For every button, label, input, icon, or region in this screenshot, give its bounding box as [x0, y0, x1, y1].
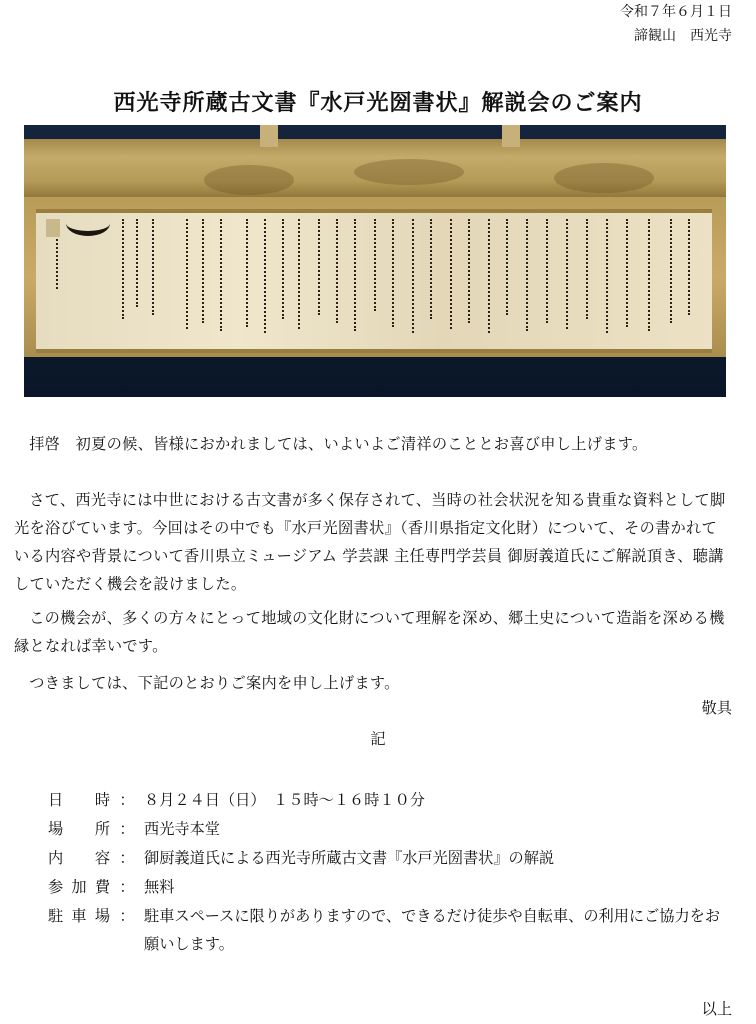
detail-row-content — [48, 844, 724, 872]
ki-heading: 記 — [370, 730, 386, 748]
notice-paragraph: つきましては、下記のとおりご案内を申し上げます。 — [29, 674, 400, 692]
scroll-stain — [554, 163, 654, 193]
signature-mark — [66, 211, 110, 236]
scroll-tab — [260, 125, 278, 147]
greeting-paragraph: 拝啓 初夏の候、皆様におかれましては、いよいよご清祥のこととお喜び申し上げます。 — [29, 435, 648, 453]
detail-value: 西光寺本堂 — [144, 820, 220, 838]
detail-label: 日時 — [48, 791, 110, 809]
document-date: 令和７年６月１日 — [620, 4, 732, 20]
detail-row-place — [48, 815, 724, 843]
detail-row-fee — [48, 873, 724, 901]
detail-value: 御厨義道氏による西光寺所蔵古文書『水戸光圀書状』の解説 — [144, 849, 555, 867]
scroll-stain — [204, 165, 294, 195]
hanging-scroll-photo — [24, 125, 726, 397]
temple-name: 諦観山 西光寺 — [634, 28, 732, 44]
detail-value: ８月２４日（日） １５時～１６時１０分 — [144, 791, 425, 809]
scroll-tab — [502, 125, 520, 147]
scroll-stain — [354, 159, 464, 185]
purpose-paragraph: この機会が、多くの方々にとって地域の文化財について理解を深め、郷土史について造詣を深める機縁となれば幸いです。 — [14, 609, 725, 655]
detail-colon: ： — [119, 907, 135, 925]
detail-label: 内容 — [48, 849, 110, 867]
detail-row-parking — [48, 902, 724, 958]
detail-row-datetime — [48, 786, 724, 814]
detail-label: 場所 — [48, 820, 110, 838]
detail-value: 駐車スペースに限りがありますので、できるだけ徒歩や自転車、の利用にご協力をお願いします。 — [144, 907, 721, 953]
detail-colon: ： — [119, 791, 135, 809]
page-title: 西光寺所蔵古文書『水戸光圀書状』解説会のご案内 — [113, 90, 643, 116]
detail-value: 無料 — [144, 878, 175, 896]
detail-label: 参加費 — [48, 878, 110, 896]
detail-colon: ： — [119, 820, 135, 838]
detail-colon: ： — [119, 878, 135, 896]
closing-word: 敬具 — [701, 699, 732, 717]
intro-paragraph: さて、西光寺には中世における古文書が多く保存されて、当時の社会状況を知る貴重な資料として脚光を浴びています。今回はその中でも『水戸光圀書状』（香川県指定文化財）について、その書かれている内容や背景について香川県立ミュージアム 学芸課 主任専門学芸員 御厨義道氏にご解説頂き、聴講していただく機会を設けました。 — [14, 491, 726, 593]
end-mark: 以上 — [701, 1000, 732, 1018]
seal-mark — [46, 219, 60, 237]
detail-label: 駐車場 — [48, 907, 110, 925]
detail-colon: ： — [119, 849, 135, 867]
scroll-paper — [36, 209, 712, 353]
